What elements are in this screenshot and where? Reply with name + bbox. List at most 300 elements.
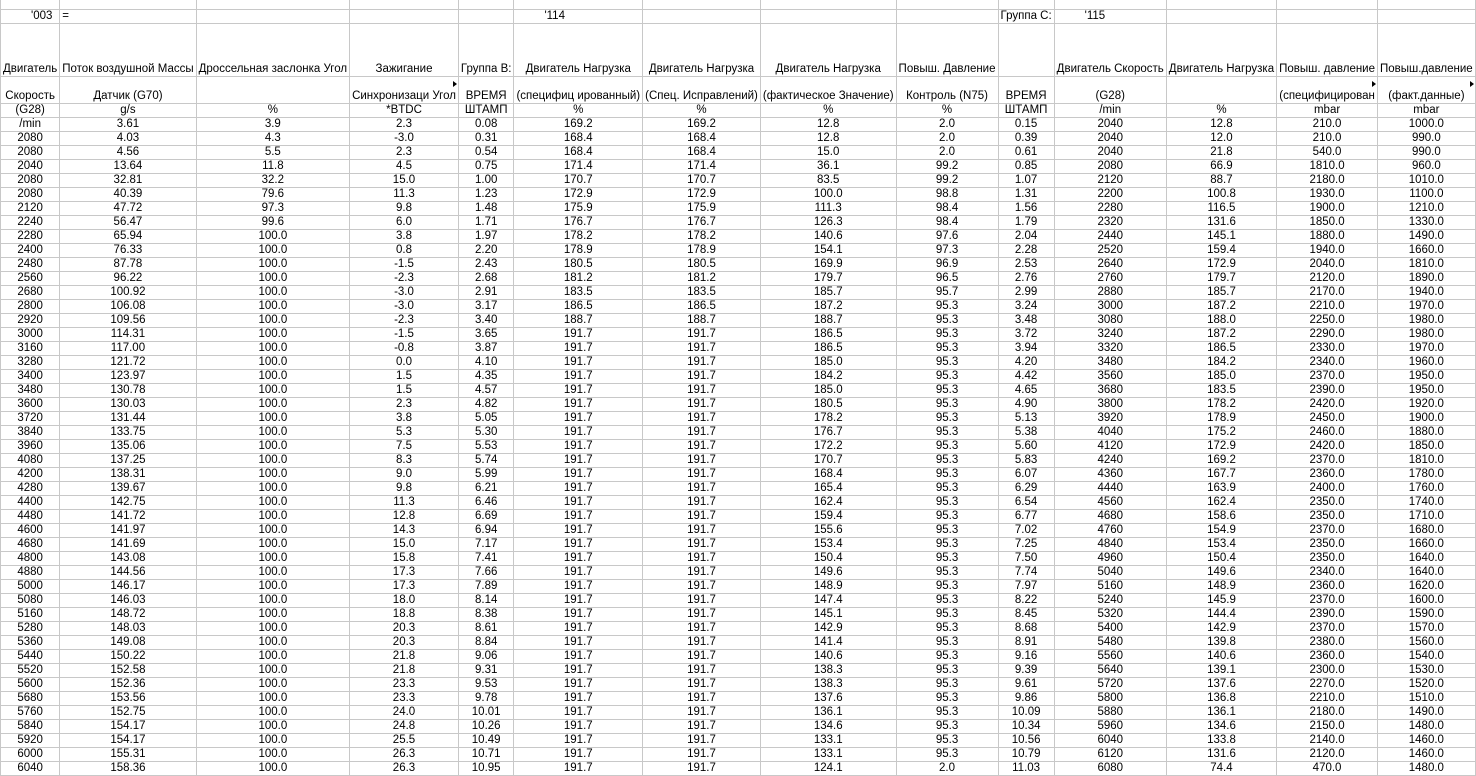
cell[interactable]: 99.2 <box>896 174 998 188</box>
cell[interactable]: 188.7 <box>643 314 761 328</box>
cell[interactable]: 2.43 <box>458 258 514 272</box>
cell[interactable]: 0.39 <box>998 132 1054 146</box>
header-cell[interactable]: Двигатель Скорость <box>1054 24 1166 77</box>
column-header[interactable] <box>458 0 514 10</box>
cell[interactable]: 100.0 <box>196 496 349 510</box>
cell[interactable]: 135.06 <box>60 440 196 454</box>
cell[interactable]: 191.7 <box>643 356 761 370</box>
cell[interactable]: 5.60 <box>998 440 1054 454</box>
cell[interactable]: 175.9 <box>643 202 761 216</box>
cell[interactable]: 26.3 <box>350 762 459 776</box>
cell[interactable]: 2210.0 <box>1277 692 1378 706</box>
cell[interactable]: 123.97 <box>60 370 196 384</box>
cell[interactable]: 191.7 <box>643 496 761 510</box>
cell[interactable]: 3080 <box>1054 314 1166 328</box>
cell[interactable]: 8.84 <box>458 636 514 650</box>
header-cell[interactable]: *BTDC <box>350 104 459 118</box>
header-cell[interactable]: (фактическое Значение) <box>760 77 896 104</box>
cell[interactable]: 178.2 <box>514 230 643 244</box>
cell[interactable]: 24.0 <box>350 706 459 720</box>
cell[interactable]: 97.3 <box>896 244 998 258</box>
cell[interactable]: 3.8 <box>350 230 459 244</box>
cell[interactable]: 1950.0 <box>1378 384 1476 398</box>
cell[interactable]: 5360 <box>1 636 60 650</box>
cell[interactable]: 191.7 <box>514 328 643 342</box>
header-cell[interactable]: (G28) <box>1054 77 1166 104</box>
header-cell[interactable]: Двигатель Нагрузка <box>760 24 896 77</box>
cell[interactable]: 154.9 <box>1166 524 1276 538</box>
cell[interactable]: 2040 <box>1 160 60 174</box>
cell[interactable]: 191.7 <box>643 412 761 426</box>
cell[interactable]: 191.7 <box>643 524 761 538</box>
cell[interactable]: 141.4 <box>760 636 896 650</box>
cell[interactable]: 130.03 <box>60 398 196 412</box>
cell[interactable]: 5.83 <box>998 454 1054 468</box>
cell[interactable]: 1520.0 <box>1378 678 1476 692</box>
cell[interactable]: 7.74 <box>998 566 1054 580</box>
cell[interactable]: 8.22 <box>998 594 1054 608</box>
cell[interactable]: 1330.0 <box>1378 216 1476 230</box>
cell[interactable]: 186.5 <box>1166 342 1276 356</box>
cell[interactable]: 138.3 <box>760 678 896 692</box>
column-header[interactable] <box>1378 0 1476 10</box>
cell[interactable]: 1010.0 <box>1378 174 1476 188</box>
cell[interactable]: 186.5 <box>514 300 643 314</box>
cell[interactable]: 126.3 <box>760 216 896 230</box>
cell[interactable]: 32.81 <box>60 174 196 188</box>
cell[interactable]: 183.5 <box>643 286 761 300</box>
cell[interactable]: 4.42 <box>998 370 1054 384</box>
cell[interactable]: 4600 <box>1 524 60 538</box>
cell[interactable]: 175.9 <box>514 202 643 216</box>
cell[interactable]: 100.0 <box>196 300 349 314</box>
header-cell[interactable]: Двигатель Нагрузка <box>1166 24 1276 77</box>
cell[interactable]: 2080 <box>1 174 60 188</box>
cell[interactable]: 5640 <box>1054 664 1166 678</box>
cell[interactable]: 191.7 <box>643 538 761 552</box>
cell[interactable]: 95.3 <box>896 482 998 496</box>
cell[interactable]: 3.40 <box>458 314 514 328</box>
cell[interactable]: 5.30 <box>458 426 514 440</box>
cell[interactable]: 5960 <box>1054 720 1166 734</box>
cell[interactable]: 131.6 <box>1166 748 1276 762</box>
cell[interactable]: 178.2 <box>1166 398 1276 412</box>
cell[interactable]: 153.56 <box>60 692 196 706</box>
cell[interactable]: 1.07 <box>998 174 1054 188</box>
cell[interactable]: '115 <box>1054 10 1166 24</box>
cell[interactable]: 153.4 <box>1166 538 1276 552</box>
cell[interactable]: 1.71 <box>458 216 514 230</box>
cell[interactable]: '003 <box>1 10 60 24</box>
cell[interactable]: 1660.0 <box>1378 244 1476 258</box>
cell[interactable]: 100.0 <box>196 734 349 748</box>
cell[interactable]: 176.7 <box>760 426 896 440</box>
cell[interactable]: 8.68 <box>998 622 1054 636</box>
cell[interactable]: 1980.0 <box>1378 328 1476 342</box>
cell[interactable]: 191.7 <box>643 594 761 608</box>
cell[interactable]: 149.08 <box>60 636 196 650</box>
cell[interactable]: 142.9 <box>760 622 896 636</box>
cell[interactable]: 191.7 <box>643 664 761 678</box>
cell[interactable]: 5.74 <box>458 454 514 468</box>
cell[interactable]: 1620.0 <box>1378 580 1476 594</box>
cell[interactable]: 1810.0 <box>1378 454 1476 468</box>
cell[interactable]: 11.3 <box>350 188 459 202</box>
cell[interactable]: 186.5 <box>643 300 761 314</box>
cell[interactable]: 4880 <box>1 566 60 580</box>
cell[interactable]: 188.7 <box>514 314 643 328</box>
cell[interactable]: 145.1 <box>1166 230 1276 244</box>
cell[interactable]: 2360.0 <box>1277 468 1378 482</box>
cell[interactable]: 95.3 <box>896 538 998 552</box>
cell[interactable]: 145.9 <box>1166 594 1276 608</box>
cell[interactable]: 56.47 <box>60 216 196 230</box>
header-cell[interactable]: % <box>196 104 349 118</box>
cell[interactable]: 1970.0 <box>1378 300 1476 314</box>
cell[interactable]: 6.21 <box>458 482 514 496</box>
header-cell[interactable]: Повыш.давление <box>1378 24 1476 77</box>
cell[interactable]: 150.4 <box>1166 552 1276 566</box>
cell[interactable]: 2180.0 <box>1277 706 1378 720</box>
cell[interactable]: 11.03 <box>998 762 1054 776</box>
cell[interactable]: 170.7 <box>760 454 896 468</box>
cell[interactable]: 3.65 <box>458 328 514 342</box>
cell[interactable]: 100.0 <box>196 356 349 370</box>
cell[interactable]: 184.2 <box>760 370 896 384</box>
cell[interactable]: 133.1 <box>760 748 896 762</box>
cell[interactable]: 106.08 <box>60 300 196 314</box>
cell[interactable]: 149.6 <box>1166 566 1276 580</box>
cell[interactable]: 5040 <box>1054 566 1166 580</box>
header-cell[interactable]: ВРЕМЯ <box>998 77 1054 104</box>
cell[interactable]: 3.9 <box>196 118 349 132</box>
cell[interactable]: 4800 <box>1 552 60 566</box>
cell[interactable]: 124.1 <box>760 762 896 776</box>
cell[interactable]: 2.28 <box>998 244 1054 258</box>
cell[interactable]: 12.8 <box>1166 118 1276 132</box>
cell[interactable]: 152.58 <box>60 664 196 678</box>
cell[interactable]: 159.4 <box>1166 244 1276 258</box>
cell[interactable]: 100.0 <box>196 706 349 720</box>
cell[interactable]: 1460.0 <box>1378 748 1476 762</box>
cell[interactable]: 150.4 <box>760 552 896 566</box>
cell[interactable]: 7.41 <box>458 552 514 566</box>
cell[interactable]: 4.57 <box>458 384 514 398</box>
cell[interactable]: 23.3 <box>350 678 459 692</box>
cell[interactable]: 14.3 <box>350 524 459 538</box>
header-cell[interactable]: (Спец. Исправлений) <box>643 77 761 104</box>
cell[interactable]: 4440 <box>1054 482 1166 496</box>
cell[interactable]: 1590.0 <box>1378 608 1476 622</box>
cell[interactable]: 191.7 <box>514 342 643 356</box>
cell[interactable]: 2250.0 <box>1277 314 1378 328</box>
cell[interactable]: 100.0 <box>196 678 349 692</box>
cell[interactable]: 2370.0 <box>1277 622 1378 636</box>
cell[interactable]: 99.6 <box>196 216 349 230</box>
cell[interactable]: 5280 <box>1 622 60 636</box>
cell[interactable]: 3.48 <box>998 314 1054 328</box>
cell[interactable]: 1680.0 <box>1378 524 1476 538</box>
cell[interactable]: 98.4 <box>896 202 998 216</box>
cell[interactable]: 181.2 <box>643 272 761 286</box>
cell[interactable]: 76.33 <box>60 244 196 258</box>
cell[interactable]: 4280 <box>1 482 60 496</box>
cell[interactable]: 95.3 <box>896 748 998 762</box>
cell[interactable]: 3240 <box>1054 328 1166 342</box>
cell[interactable]: 5760 <box>1 706 60 720</box>
header-cell[interactable]: % <box>896 104 998 118</box>
cell[interactable]: 187.2 <box>1166 300 1276 314</box>
cell[interactable]: 2390.0 <box>1277 608 1378 622</box>
cell[interactable]: 470.0 <box>1277 762 1378 776</box>
cell[interactable]: 180.5 <box>760 398 896 412</box>
cell[interactable]: 6.07 <box>998 468 1054 482</box>
cell[interactable]: 3.24 <box>998 300 1054 314</box>
cell[interactable]: 191.7 <box>514 566 643 580</box>
cell[interactable]: 133.8 <box>1166 734 1276 748</box>
cell[interactable]: 1100.0 <box>1378 188 1476 202</box>
header-cell[interactable]: (специфицирован <box>1277 77 1378 104</box>
cell[interactable]: 2080 <box>1 146 60 160</box>
header-cell[interactable]: Контроль (N75) <box>896 77 998 104</box>
cell[interactable]: 2080 <box>1054 160 1166 174</box>
cell[interactable]: 100.0 <box>196 510 349 524</box>
cell[interactable]: 5.3 <box>350 426 459 440</box>
cell[interactable]: 990.0 <box>1378 146 1476 160</box>
cell[interactable]: 100.0 <box>196 748 349 762</box>
cell[interactable]: 3000 <box>1054 300 1166 314</box>
cell[interactable]: 2040 <box>1054 118 1166 132</box>
cell[interactable]: 2120.0 <box>1277 272 1378 286</box>
cell[interactable] <box>1277 10 1378 24</box>
cell[interactable]: 146.03 <box>60 594 196 608</box>
cell[interactable]: 1000.0 <box>1378 118 1476 132</box>
cell[interactable]: 98.8 <box>896 188 998 202</box>
cell[interactable]: 100.0 <box>196 482 349 496</box>
cell[interactable]: 95.3 <box>896 496 998 510</box>
cell[interactable]: 15.0 <box>350 538 459 552</box>
cell[interactable]: 97.6 <box>896 230 998 244</box>
cell[interactable]: 9.16 <box>998 650 1054 664</box>
cell[interactable]: 172.2 <box>760 440 896 454</box>
cell[interactable]: 1810.0 <box>1277 160 1378 174</box>
cell[interactable]: 95.3 <box>896 412 998 426</box>
cell[interactable]: 165.4 <box>760 482 896 496</box>
cell[interactable]: 186.5 <box>760 328 896 342</box>
cell[interactable]: -0.8 <box>350 342 459 356</box>
cell[interactable]: 1920.0 <box>1378 398 1476 412</box>
cell[interactable]: 2.0 <box>896 146 998 160</box>
cell[interactable]: 131.6 <box>1166 216 1276 230</box>
cell[interactable]: 2240 <box>1 216 60 230</box>
cell[interactable]: 9.31 <box>458 664 514 678</box>
cell[interactable]: 142.9 <box>1166 622 1276 636</box>
cell[interactable]: 95.3 <box>896 300 998 314</box>
cell[interactable]: 185.0 <box>760 384 896 398</box>
cell[interactable]: 2370.0 <box>1277 594 1378 608</box>
cell[interactable]: 155.6 <box>760 524 896 538</box>
cell[interactable]: 100.0 <box>196 608 349 622</box>
cell[interactable]: 4.10 <box>458 356 514 370</box>
cell[interactable]: 152.75 <box>60 706 196 720</box>
cell[interactable]: 2300.0 <box>1277 664 1378 678</box>
cell[interactable]: 11.3 <box>350 496 459 510</box>
cell[interactable]: 9.8 <box>350 202 459 216</box>
cell[interactable]: 9.61 <box>998 678 1054 692</box>
cell[interactable]: 159.4 <box>760 510 896 524</box>
cell[interactable]: 1970.0 <box>1378 342 1476 356</box>
cell[interactable]: '114 <box>514 10 643 24</box>
cell[interactable]: 5.05 <box>458 412 514 426</box>
cell[interactable]: 191.7 <box>514 748 643 762</box>
cell[interactable]: 191.7 <box>514 538 643 552</box>
cell[interactable]: 9.86 <box>998 692 1054 706</box>
cell[interactable]: 100.0 <box>760 188 896 202</box>
cell[interactable]: 18.8 <box>350 608 459 622</box>
cell[interactable]: 100.0 <box>196 720 349 734</box>
header-cell[interactable]: ШТАМП <box>458 104 514 118</box>
cell[interactable]: 1940.0 <box>1378 286 1476 300</box>
cell[interactable]: 185.7 <box>760 286 896 300</box>
cell[interactable]: 3160 <box>1 342 60 356</box>
cell[interactable]: 134.6 <box>760 720 896 734</box>
cell[interactable]: 1600.0 <box>1378 594 1476 608</box>
cell[interactable]: 0.61 <box>998 146 1054 160</box>
cell[interactable]: 137.6 <box>1166 678 1276 692</box>
cell[interactable]: -3.0 <box>350 286 459 300</box>
cell[interactable]: 191.7 <box>643 762 761 776</box>
cell[interactable]: 2200 <box>1054 188 1166 202</box>
cell[interactable]: 88.7 <box>1166 174 1276 188</box>
cell[interactable]: 191.7 <box>514 454 643 468</box>
column-header[interactable] <box>514 0 643 10</box>
cell[interactable]: 168.4 <box>643 146 761 160</box>
cell[interactable]: 136.1 <box>1166 706 1276 720</box>
cell[interactable]: 9.39 <box>998 664 1054 678</box>
cell[interactable]: 191.7 <box>643 566 761 580</box>
cell[interactable]: 2460.0 <box>1277 426 1378 440</box>
cell[interactable]: 2280 <box>1 230 60 244</box>
cell[interactable]: 1480.0 <box>1378 720 1476 734</box>
cell[interactable]: 4400 <box>1 496 60 510</box>
cell[interactable]: 3.61 <box>60 118 196 132</box>
cell[interactable]: 191.7 <box>514 762 643 776</box>
cell[interactable]: 95.7 <box>896 286 998 300</box>
cell[interactable]: 0.0 <box>350 356 459 370</box>
cell[interactable] <box>1166 10 1276 24</box>
cell[interactable]: 191.7 <box>514 734 643 748</box>
cell[interactable]: 158.6 <box>1166 510 1276 524</box>
cell[interactable]: 5160 <box>1 608 60 622</box>
cell[interactable]: 100.0 <box>196 566 349 580</box>
cell[interactable]: 95.3 <box>896 384 998 398</box>
cell[interactable]: 136.1 <box>760 706 896 720</box>
cell[interactable]: 3920 <box>1054 412 1166 426</box>
cell[interactable]: 3.87 <box>458 342 514 356</box>
cell[interactable]: 172.9 <box>1166 258 1276 272</box>
cell[interactable]: 100.0 <box>196 580 349 594</box>
cell[interactable]: 12.8 <box>350 510 459 524</box>
cell[interactable] <box>896 10 998 24</box>
cell[interactable]: 191.7 <box>514 692 643 706</box>
cell[interactable]: 2400.0 <box>1277 482 1378 496</box>
cell[interactable]: 2350.0 <box>1277 552 1378 566</box>
cell[interactable]: 178.2 <box>643 230 761 244</box>
cell[interactable]: 191.7 <box>643 636 761 650</box>
cell[interactable]: 10.71 <box>458 748 514 762</box>
cell[interactable]: 191.7 <box>514 720 643 734</box>
cell[interactable]: 3.72 <box>998 328 1054 342</box>
cell[interactable]: 183.5 <box>514 286 643 300</box>
cell[interactable]: 5880 <box>1054 706 1166 720</box>
cell[interactable]: 0.75 <box>458 160 514 174</box>
cell[interactable]: 12.8 <box>760 132 896 146</box>
cell[interactable]: 150.22 <box>60 650 196 664</box>
cell[interactable]: 2210.0 <box>1277 300 1378 314</box>
cell[interactable]: 2350.0 <box>1277 538 1378 552</box>
column-header[interactable] <box>998 0 1054 10</box>
cell[interactable]: 6.29 <box>998 482 1054 496</box>
cell[interactable]: 2.0 <box>896 762 998 776</box>
cell[interactable]: 100.0 <box>196 412 349 426</box>
cell[interactable]: 2120.0 <box>1277 748 1378 762</box>
cell[interactable]: 181.2 <box>514 272 643 286</box>
cell[interactable]: 153.4 <box>760 538 896 552</box>
cell[interactable]: 47.72 <box>60 202 196 216</box>
cell[interactable]: 4.82 <box>458 398 514 412</box>
cell[interactable]: 140.6 <box>1166 650 1276 664</box>
cell[interactable]: 2360.0 <box>1277 580 1378 594</box>
cell[interactable]: 6.46 <box>458 496 514 510</box>
cell[interactable]: 3840 <box>1 426 60 440</box>
cell[interactable]: 1.48 <box>458 202 514 216</box>
cell[interactable]: 20.3 <box>350 636 459 650</box>
cell[interactable]: 152.36 <box>60 678 196 692</box>
cell[interactable]: 178.9 <box>643 244 761 258</box>
cell[interactable]: 95.3 <box>896 664 998 678</box>
cell[interactable]: 191.7 <box>643 468 761 482</box>
cell[interactable]: 3680 <box>1054 384 1166 398</box>
cell[interactable]: 96.5 <box>896 272 998 286</box>
cell[interactable]: 146.17 <box>60 580 196 594</box>
cell[interactable]: 1.97 <box>458 230 514 244</box>
cell[interactable]: 21.8 <box>350 664 459 678</box>
cell[interactable]: 95.3 <box>896 342 998 356</box>
cell[interactable]: 178.9 <box>1166 412 1276 426</box>
cell[interactable]: 111.3 <box>760 202 896 216</box>
cell[interactable]: 8.3 <box>350 454 459 468</box>
cell[interactable]: 3600 <box>1 398 60 412</box>
cell[interactable]: 191.7 <box>643 482 761 496</box>
column-header[interactable] <box>643 0 761 10</box>
cell[interactable]: 23.3 <box>350 692 459 706</box>
cell[interactable]: 1.56 <box>998 202 1054 216</box>
header-cell[interactable]: mbar <box>1378 104 1476 118</box>
cell[interactable]: 5.53 <box>458 440 514 454</box>
cell[interactable]: 2370.0 <box>1277 524 1378 538</box>
cell[interactable]: 1.23 <box>458 188 514 202</box>
cell[interactable]: 2.20 <box>458 244 514 258</box>
cell[interactable] <box>1378 10 1476 24</box>
cell[interactable]: 158.36 <box>60 762 196 776</box>
cell[interactable]: 4560 <box>1054 496 1166 510</box>
cell[interactable]: 4360 <box>1054 468 1166 482</box>
cell[interactable]: 66.9 <box>1166 160 1276 174</box>
cell[interactable]: 137.25 <box>60 454 196 468</box>
cell[interactable]: 2320 <box>1054 216 1166 230</box>
cell[interactable]: 8.91 <box>998 636 1054 650</box>
cell[interactable]: 4.56 <box>60 146 196 160</box>
